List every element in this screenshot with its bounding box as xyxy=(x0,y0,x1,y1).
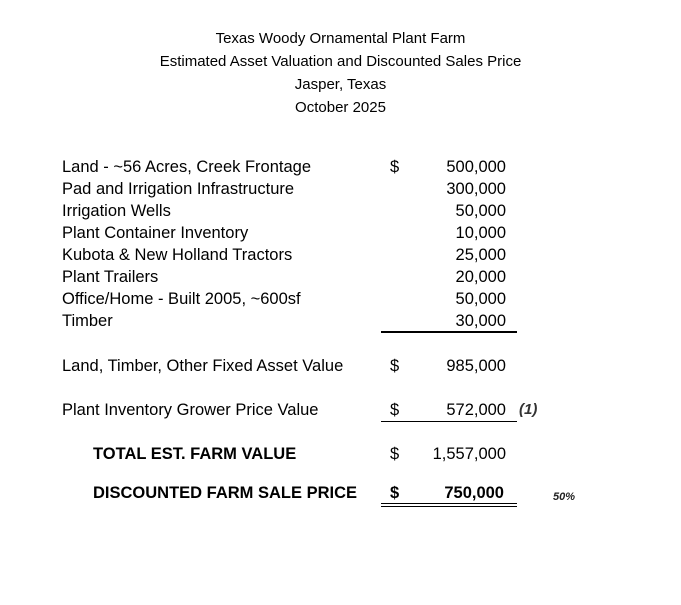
currency-symbol: $ xyxy=(390,445,400,463)
discounted-value: 750,000 xyxy=(444,484,504,502)
asset-value: 50,000 xyxy=(455,202,506,220)
report-subtitle: Estimated Asset Valuation and Discounted Sales Price xyxy=(159,53,522,70)
asset-value: 50,000 xyxy=(455,290,506,308)
asset-row xyxy=(0,178,681,200)
fixed-asset-row xyxy=(0,355,681,377)
fixed-asset-value: 985,000 xyxy=(446,357,506,375)
asset-value: 10,000 xyxy=(455,224,506,242)
discounted-label: DISCOUNTED FARM SALE PRICE xyxy=(93,484,358,502)
currency-symbol: $ xyxy=(390,484,400,502)
asset-label: Plant Trailers xyxy=(62,268,159,286)
asset-value: 300,000 xyxy=(446,180,506,198)
asset-label: Kubota & New Holland Tractors xyxy=(62,246,293,264)
inventory-row xyxy=(0,399,681,421)
currency-symbol: $ xyxy=(390,357,400,375)
report-date: October 2025 xyxy=(295,99,386,116)
total-row xyxy=(0,443,681,465)
fixed-asset-label: Land, Timber, Other Fixed Asset Value xyxy=(62,357,344,375)
total-value: 1,557,000 xyxy=(432,445,506,463)
location: Jasper, Texas xyxy=(294,76,387,93)
asset-value: 500,000 xyxy=(446,158,506,176)
asset-label: Office/Home - Built 2005, ~600sf xyxy=(62,290,301,308)
asset-row xyxy=(0,244,681,266)
total-divider xyxy=(381,421,517,422)
discount-percent: 50% xyxy=(553,491,576,503)
total-label: TOTAL EST. FARM VALUE xyxy=(93,445,297,463)
asset-row xyxy=(0,266,681,288)
asset-row xyxy=(0,156,681,178)
asset-label: Land - ~56 Acres, Creek Frontage xyxy=(62,158,312,176)
asset-row xyxy=(0,310,681,332)
asset-row xyxy=(0,288,681,310)
asset-row xyxy=(0,222,681,244)
asset-label: Irrigation Wells xyxy=(62,202,171,220)
currency-symbol: $ xyxy=(390,158,400,176)
inventory-value: 572,000 xyxy=(446,401,506,419)
currency-symbol: $ xyxy=(390,401,400,419)
asset-label: Timber xyxy=(62,312,113,330)
asset-label: Pad and Irrigation Infrastructure xyxy=(62,180,295,198)
asset-label: Plant Container Inventory xyxy=(62,224,249,242)
footnote-marker: (1) xyxy=(519,401,538,418)
asset-value: 30,000 xyxy=(455,312,506,330)
subtotal-divider xyxy=(381,331,517,333)
asset-value: 25,000 xyxy=(455,246,506,264)
final-double-underline-bottom xyxy=(381,506,517,507)
asset-value: 20,000 xyxy=(455,268,506,286)
discounted-price-row xyxy=(0,482,681,504)
final-double-underline-top xyxy=(381,503,517,504)
inventory-label: Plant Inventory Grower Price Value xyxy=(62,401,319,419)
farm-name-title: Texas Woody Ornamental Plant Farm xyxy=(215,30,466,47)
asset-row xyxy=(0,200,681,222)
